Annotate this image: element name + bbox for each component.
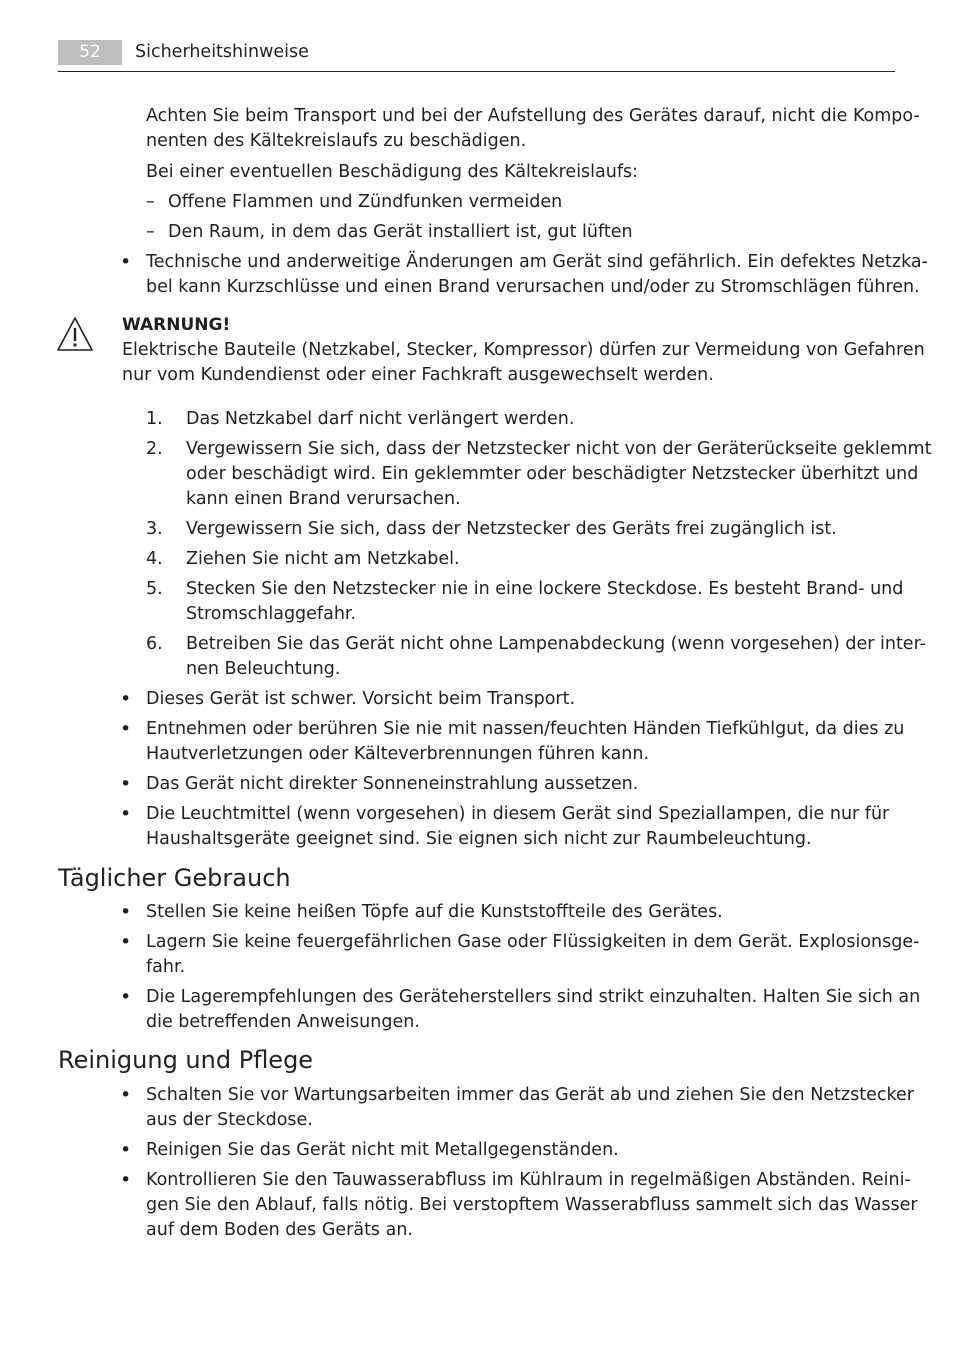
list-number: 2.	[146, 439, 163, 459]
warning-title: WARNUNG!	[122, 315, 231, 335]
section-heading-cleaning: Reinigung und Pflege	[58, 1046, 314, 1074]
bullet-item-line: Haushaltsgeräte geeignet sind. Sie eignen sich nicht zur Raumbeleuchtung.	[146, 829, 812, 849]
list-number: 4.	[146, 549, 163, 569]
numbered-item-line: Betreiben Sie das Gerät nicht ohne Lampenabdeckung (wenn vorgesehen) der inter-	[186, 634, 926, 654]
bullet-item-line: Kontrollieren Sie den Tauwasserabfluss im Kühlraum in regelmäßigen Abständen. Reini-	[146, 1170, 911, 1190]
numbered-item-line: kann einen Brand verursachen.	[186, 489, 461, 509]
numbered-item-line: nen Beleuchtung.	[186, 659, 341, 679]
page-number: 52	[58, 40, 122, 65]
bullet-marker: •	[120, 688, 132, 710]
bullet-item-line: bel kann Kurzschlüsse und einen Brand verursachen und/oder zu Stromschlägen führen.	[146, 277, 920, 297]
bullet-marker: •	[120, 803, 132, 825]
numbered-item-line: oder beschädigt wird. Ein geklemmter oder beschädigter Netzstecker überhitzt und	[186, 464, 919, 484]
bullet-item-line: auf dem Boden des Geräts an.	[146, 1220, 413, 1240]
section-heading-daily-use: Täglicher Gebrauch	[58, 864, 291, 892]
dash-item: Offene Flammen und Zündfunken vermeiden	[168, 192, 563, 212]
bullet-marker: •	[120, 901, 132, 923]
numbered-item-line: Ziehen Sie nicht am Netzkabel.	[186, 549, 460, 569]
bullet-item-line: die betreffenden Anweisungen.	[146, 1012, 420, 1032]
numbered-item-line: Stecken Sie den Netzstecker nie in eine lockere Steckdose. Es besteht Brand- und	[186, 579, 904, 599]
dash-item: Den Raum, in dem das Gerät installiert ist, gut lüften	[168, 222, 633, 242]
warning-triangle-icon	[56, 316, 94, 352]
dash-marker: –	[146, 222, 155, 242]
warning-text-line: nur vom Kundendienst oder einer Fachkraft ausgewechselt werden.	[122, 365, 714, 385]
bullet-item-line: Reinigen Sie das Gerät nicht mit Metallgegenständen.	[146, 1140, 619, 1160]
numbered-item-line: Das Netzkabel darf nicht verlängert werden.	[186, 409, 575, 429]
page-header	[58, 38, 895, 72]
bullet-marker: •	[120, 986, 132, 1008]
list-number: 5.	[146, 579, 163, 599]
bullet-marker: •	[120, 1169, 132, 1191]
numbered-item-line: Vergewissern Sie sich, dass der Netzstecker des Geräts frei zugänglich ist.	[186, 519, 837, 539]
bullet-item-line: Schalten Sie vor Wartungsarbeiten immer das Gerät ab und ziehen Sie den Netzstecker	[146, 1085, 914, 1105]
paragraph-line: nenten des Kältekreislaufs zu beschädigen.	[146, 131, 527, 151]
bullet-item-line: Dieses Gerät ist schwer. Vorsicht beim Transport.	[146, 689, 576, 709]
bullet-marker: •	[120, 1084, 132, 1106]
bullet-item-line: Die Leuchtmittel (wenn vorgesehen) in diesem Gerät sind Speziallampen, die nur für	[146, 804, 890, 824]
paragraph-line: Bei einer eventuellen Beschädigung des Kältekreislaufs:	[146, 162, 639, 182]
list-number: 1.	[146, 409, 163, 429]
bullet-item-line: Technische und anderweitige Änderungen am Gerät sind gefährlich. Ein defektes Netzka-	[146, 252, 928, 272]
bullet-item-line: Die Lagerempfehlungen des Geräteherstellers sind strikt einzuhalten. Halten Sie sich an	[146, 987, 921, 1007]
bullet-item-line: Hautverletzungen oder Kälteverbrennungen führen kann.	[146, 744, 650, 764]
numbered-item-line: Stromschlaggefahr.	[186, 604, 357, 624]
bullet-item-line: Stellen Sie keine heißen Töpfe auf die Kunststoffteile des Gerätes.	[146, 902, 723, 922]
section-title: Sicherheitshinweise	[135, 42, 309, 62]
bullet-marker: •	[120, 251, 132, 273]
bullet-item-line: aus der Steckdose.	[146, 1110, 313, 1130]
numbered-item-line: Vergewissern Sie sich, dass der Netzstecker nicht von der Geräterückseite geklemmt	[186, 439, 932, 459]
bullet-item-line: Lagern Sie keine feuergefährlichen Gase oder Flüssigkeiten in dem Gerät. Explosionsge-	[146, 932, 920, 952]
bullet-item-line: Entnehmen oder berühren Sie nie mit nassen/feuchten Händen Tiefkühlgut, da dies zu	[146, 719, 905, 739]
paragraph-line: Achten Sie beim Transport und bei der Aufstellung des Gerätes darauf, nicht die Kompo-	[146, 106, 920, 126]
bullet-marker: •	[120, 773, 132, 795]
bullet-marker: •	[120, 1139, 132, 1161]
bullet-item-line: fahr.	[146, 957, 186, 977]
bullet-marker: •	[120, 718, 132, 740]
bullet-item-line: Das Gerät nicht direkter Sonneneinstrahlung aussetzen.	[146, 774, 639, 794]
dash-marker: –	[146, 192, 155, 212]
bullet-item-line: gen Sie den Ablauf, falls nötig. Bei verstopftem Wasserabfluss sammelt sich das Wasser	[146, 1195, 918, 1215]
bullet-marker: •	[120, 931, 132, 953]
list-number: 6.	[146, 634, 163, 654]
list-number: 3.	[146, 519, 163, 539]
warning-text-line: Elektrische Bauteile (Netzkabel, Stecker, Kompressor) dürfen zur Vermeidung von Gefahren	[122, 340, 925, 360]
